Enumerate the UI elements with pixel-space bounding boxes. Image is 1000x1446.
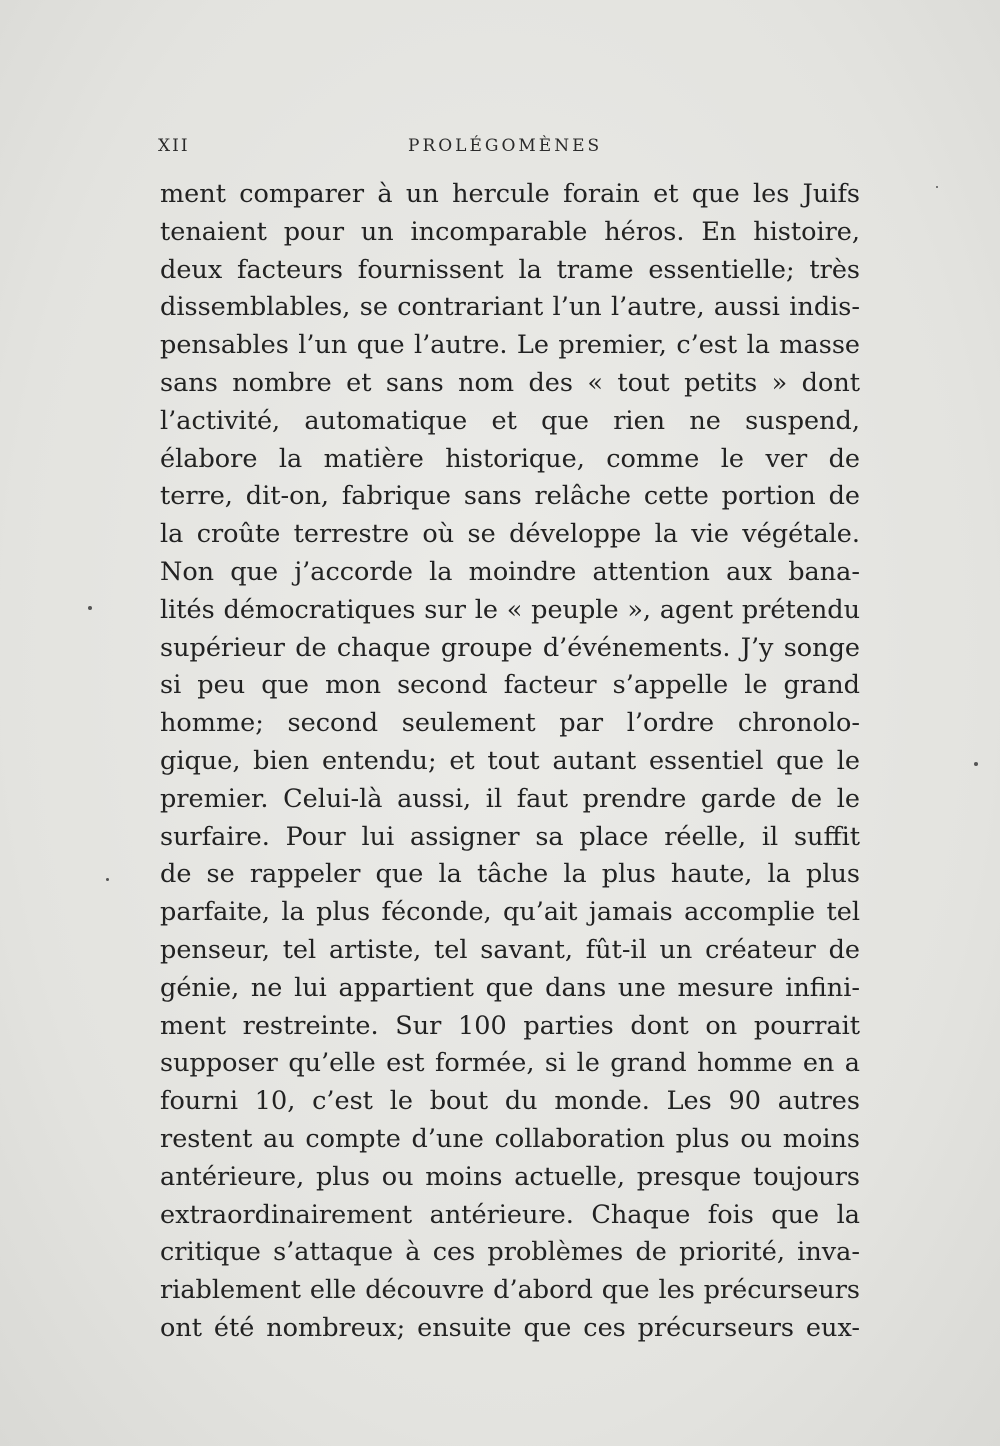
text-line: penseur, tel artiste, tel savant, fût-il un créateur de bbox=[160, 934, 860, 965]
text-line: ment comparer à un hercule forain et que les Juifs bbox=[160, 179, 860, 209]
text-line: génie, ne lui appartient que dans une mesure infini- bbox=[160, 972, 860, 1003]
text-line: Non que j’accorde la moindre attention aux bana- bbox=[160, 556, 860, 587]
running-head bbox=[158, 136, 858, 160]
text-line: ont été nombreux; ensuite que ces précurseurs eux- bbox=[160, 1312, 860, 1343]
text-line: élabore la matière historique, comme le ver de bbox=[160, 443, 860, 474]
text-line: tenaient pour un incomparable héros. En histoire, bbox=[160, 216, 860, 247]
text-line: premier. Celui-là aussi, il faut prendre garde de le bbox=[160, 783, 860, 814]
scan-speck bbox=[974, 762, 978, 766]
text-line: l’activité, automatique et que rien ne suspend, bbox=[160, 405, 860, 436]
text-line: lités démocratiques sur le « peuple », agent prétendu bbox=[160, 594, 860, 625]
text-line: la croûte terrestre où se développe la vie végétale. bbox=[160, 519, 860, 550]
text-line: critique s’attaque à ces problèmes de priorité, inva- bbox=[160, 1237, 860, 1268]
text-line: homme; second seulement par l’ordre chronolo- bbox=[160, 708, 860, 739]
text-line: de se rappeler que la tâche la plus haute, la plus bbox=[160, 859, 860, 890]
text-line: dissemblables, se contrariant l’un l’autre, aussi indis- bbox=[160, 292, 860, 323]
text-line: pensables l’un que l’autre. Le premier, c’est la masse bbox=[160, 330, 860, 361]
text-line: sans nombre et sans nom des « tout petits » dont bbox=[160, 367, 860, 398]
scan-speck bbox=[88, 606, 92, 610]
text-line: surfaire. Pour lui assigner sa place réelle, il suffit bbox=[160, 821, 860, 852]
body-text bbox=[160, 176, 860, 1348]
scan-speck bbox=[936, 186, 938, 188]
text-line: si peu que mon second facteur s’appelle le grand bbox=[160, 670, 860, 701]
text-line: supérieur de chaque groupe d’événements. J’y songe bbox=[160, 632, 860, 663]
text-line: supposer qu’elle est formée, si le grand homme en a bbox=[160, 1048, 860, 1079]
running-title: PROLÉGOMÈNES bbox=[408, 136, 603, 156]
text-line: ment restreinte. Sur 100 parties dont on pourrait bbox=[160, 1010, 860, 1041]
text-line: extraordinairement antérieure. Chaque fois que la bbox=[160, 1199, 860, 1230]
text-line: riablement elle découvre d’abord que les précurseurs bbox=[160, 1275, 860, 1306]
text-line: terre, dit-on, fabrique sans relâche cette portion de bbox=[160, 481, 860, 512]
text-line: restent au compte d’une collaboration plus ou moins bbox=[160, 1123, 860, 1154]
text-line: antérieure, plus ou moins actuelle, presque toujours bbox=[160, 1161, 860, 1192]
text-line: parfaite, la plus féconde, qu’ait jamais accomplie tel bbox=[160, 897, 860, 928]
text-line: fourni 10, c’est le bout du monde. Les 90 autres bbox=[160, 1086, 860, 1117]
page-number: XII bbox=[158, 136, 190, 156]
text-line: gique, bien entendu; et tout autant essentiel que le bbox=[160, 745, 860, 776]
text-line: deux facteurs fournissent la trame essentielle; très bbox=[160, 254, 860, 285]
scan-speck bbox=[106, 878, 109, 881]
